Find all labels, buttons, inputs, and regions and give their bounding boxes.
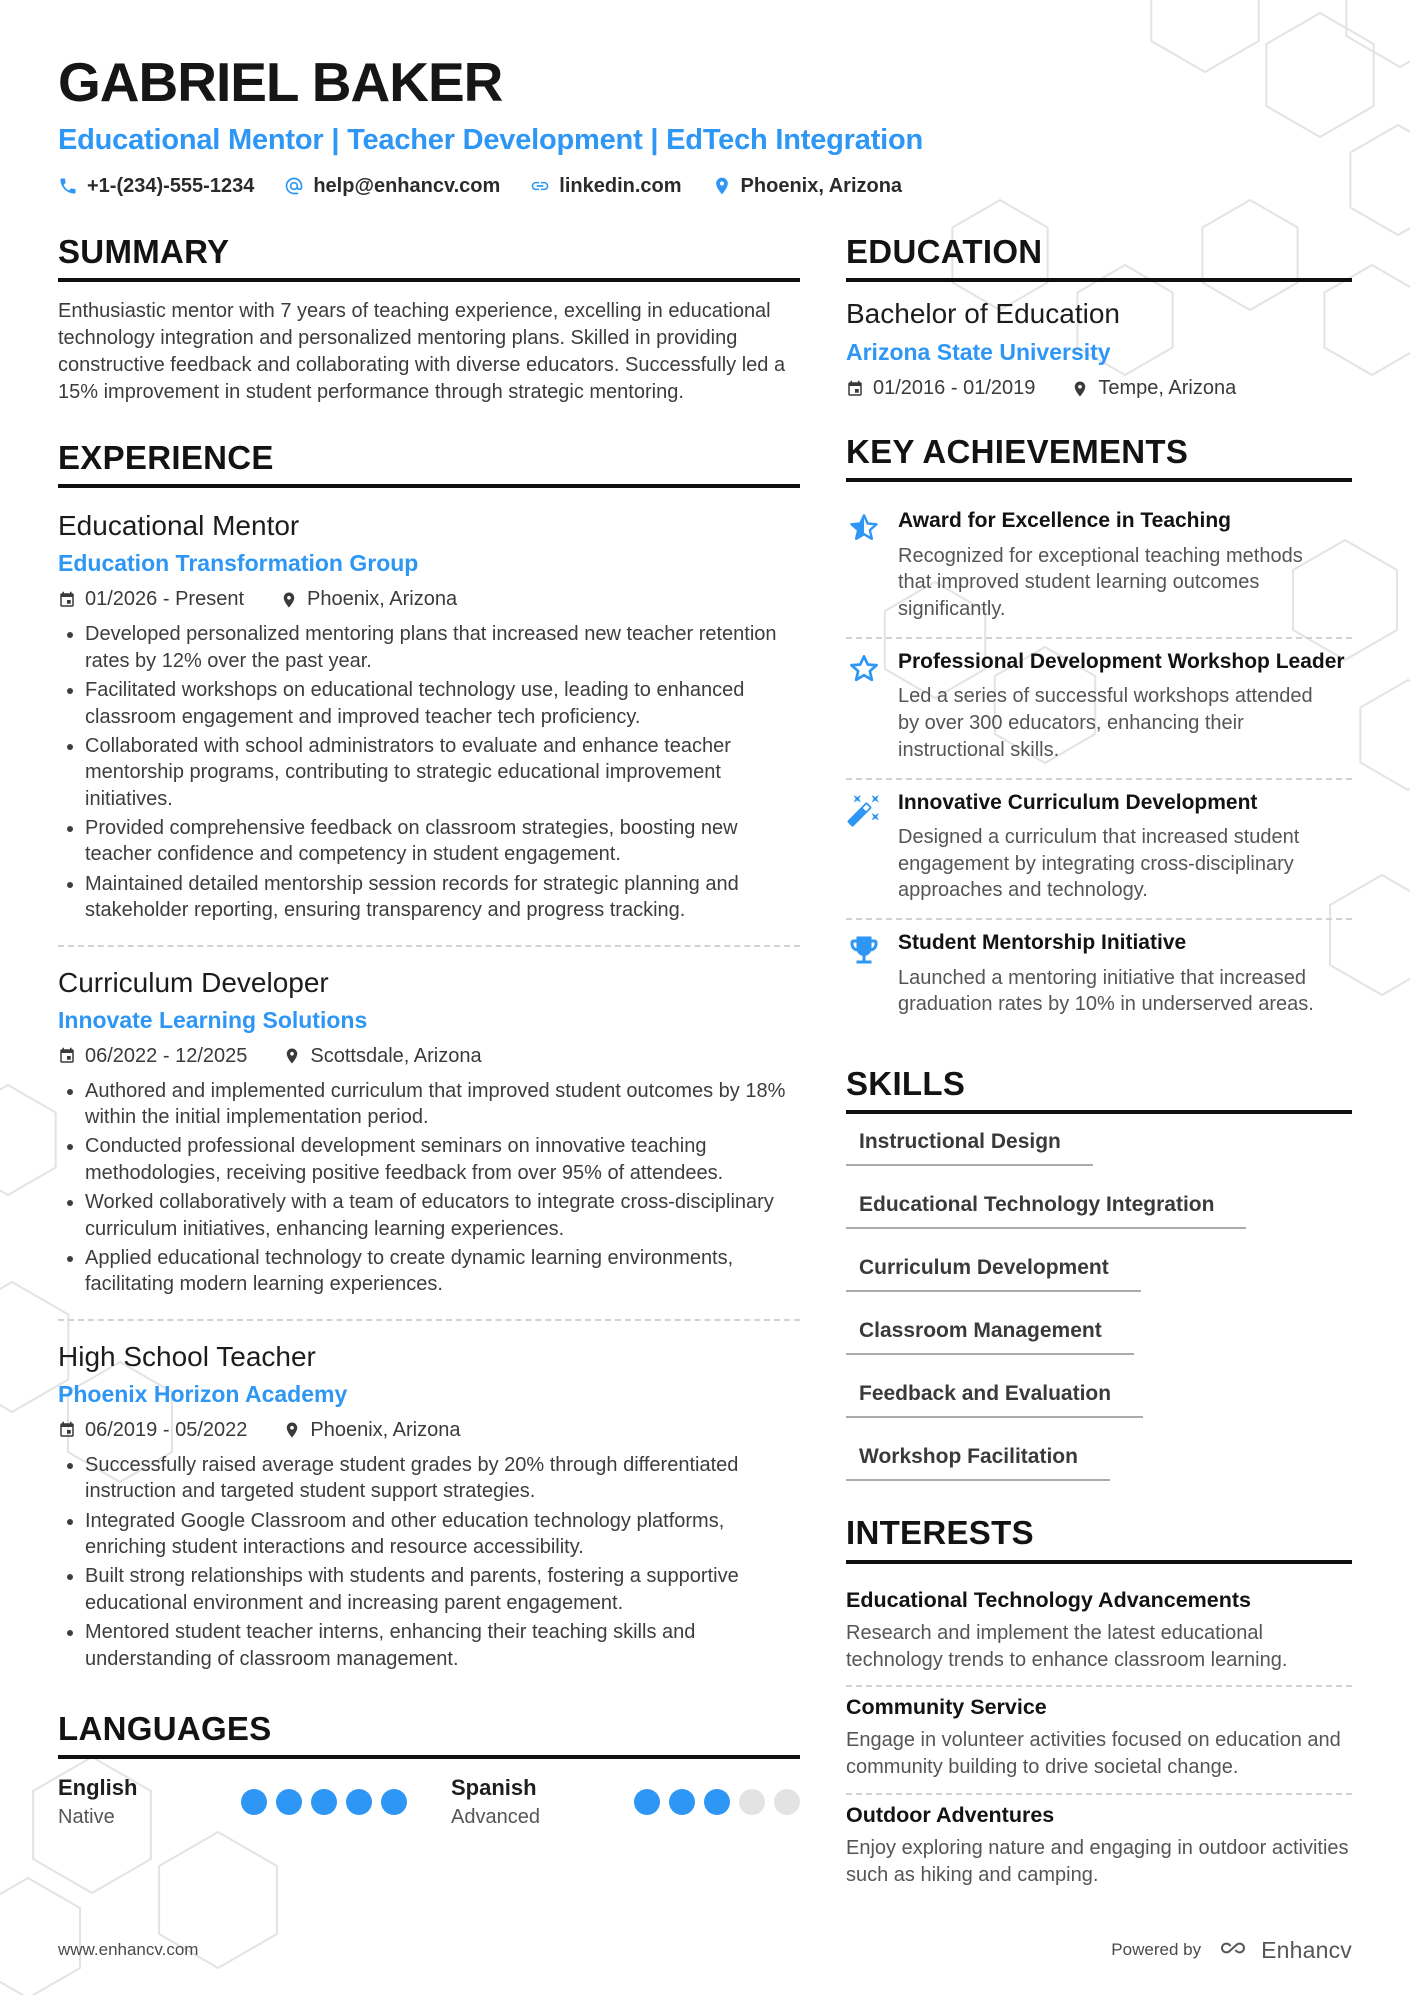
languages-heading: LANGUAGES (58, 1711, 800, 1759)
achievement-item (846, 918, 1352, 1032)
calendar-icon (58, 1047, 76, 1065)
contact-linkedin[interactable] (530, 175, 681, 198)
job-meta-row (58, 588, 800, 611)
job-dates-text: 06/2019 - 05/2022 (85, 1418, 248, 1441)
bullet: • Provided comprehensive feedback on classroom strategies, boosting new teacher confidence and competency in student engagement. (85, 815, 800, 868)
interest-item (846, 1793, 1352, 1901)
achievement-title: Innovative Curriculum Development (898, 790, 1258, 814)
contact-email[interactable] (284, 175, 500, 198)
job-location (283, 1045, 481, 1068)
candidate-name: GABRIEL BAKER (58, 51, 503, 113)
skill-label: Curriculum Development (846, 1256, 1141, 1292)
job-title: High School Teacher (58, 1340, 316, 1372)
skill-item (846, 1382, 1352, 1418)
skill-item (846, 1193, 1352, 1229)
trophy-icon (846, 930, 882, 1018)
language-level: Advanced (451, 1806, 540, 1829)
skill-item (846, 1319, 1352, 1355)
calendar-icon (58, 1421, 76, 1439)
interest-title: Community Service (846, 1695, 1047, 1720)
left-column (58, 234, 800, 1935)
enhancv-site-link[interactable]: www.enhancv.com (58, 1940, 199, 1959)
achievement-title: Award for Excellence in Teaching (898, 509, 1231, 533)
skill-label: Educational Technology Integration (846, 1193, 1246, 1229)
achievement-text: Led a series of successful workshops attended by over 300 educators, enhancing their instructional skills. (898, 685, 1313, 761)
achievement-text: Designed a curriculum that increased student engagement by integrating cross-disciplinary approaches and technology. (898, 825, 1300, 902)
contact-location-text: Phoenix, Arizona (740, 174, 903, 197)
powered-by (1111, 1936, 1352, 1965)
interests-heading: INTERESTS (846, 1515, 1352, 1563)
education-dates (846, 377, 1035, 400)
bullet: • Integrated Google Classroom and other education technology platforms, enriching student interactions and resource accessibility. (85, 1508, 800, 1561)
interest-item (846, 1580, 1352, 1686)
language-proficiency-dots (634, 1789, 800, 1815)
job-location (280, 588, 457, 611)
skill-label: Instructional Design (846, 1130, 1093, 1166)
job-title: Educational Mentor (58, 510, 300, 542)
language-item (58, 1775, 407, 1829)
job-location-text: Phoenix, Arizona (310, 1418, 461, 1441)
job-meta-row (58, 1045, 800, 1068)
key-achievements-section (846, 434, 1352, 1032)
interest-title: Outdoor Adventures (846, 1802, 1055, 1827)
interest-text: Enjoy exploring nature and engaging in outdoor activities such as hiking and camping. (846, 1836, 1349, 1886)
contact-location (712, 175, 903, 198)
contact-phone (58, 175, 254, 198)
job-bullets (58, 621, 800, 923)
language-item (451, 1775, 800, 1829)
achievement-text: Recognized for exceptional teaching methods that improved student learning outcomes significantly. (898, 544, 1303, 621)
location-pin-icon (283, 1047, 301, 1065)
skill-label: Feedback and Evaluation (846, 1382, 1143, 1418)
achievement-title: Professional Development Workshop Leader (898, 649, 1345, 673)
job-dates (58, 1045, 247, 1068)
achievement-title: Student Mentorship Initiative (898, 931, 1187, 955)
education-location (1071, 377, 1236, 400)
phone-icon (58, 176, 78, 196)
powered-by-label: Powered by (1111, 1940, 1202, 1959)
location-pin-icon (283, 1421, 301, 1439)
star-half-icon (846, 508, 882, 623)
skills-heading: SKILLS (846, 1066, 1352, 1114)
job-bullets (58, 1078, 800, 1298)
job-company: Phoenix Horizon Academy (58, 1380, 348, 1407)
enhancv-brand[interactable] (1213, 1936, 1352, 1965)
summary-section (58, 234, 800, 406)
calendar-icon (846, 380, 864, 398)
interest-text: Engage in volunteer activities focused on education and community building to drive societal change. (846, 1729, 1341, 1779)
achievement-text: Launched a mentoring initiative that increased graduation rates by 10% in underserved areas. (898, 966, 1314, 1016)
skill-item (846, 1130, 1352, 1166)
education-location-text: Tempe, Arizona (1098, 377, 1237, 400)
degree-title: Bachelor of Education (846, 298, 1120, 330)
job-meta-row (58, 1419, 800, 1442)
contact-email-text: help@enhancv.com (313, 174, 501, 197)
experience-heading: EXPERIENCE (58, 440, 800, 488)
language-proficiency-dots (241, 1789, 407, 1815)
location-pin-icon (712, 176, 732, 196)
contact-row (58, 175, 1352, 198)
experience-entry (58, 504, 800, 928)
skill-item (846, 1445, 1352, 1481)
page-footer (0, 1919, 1410, 1995)
job-bullets (58, 1452, 800, 1672)
job-dates-text: 06/2022 - 12/2025 (85, 1044, 248, 1067)
skill-label: Workshop Facilitation (846, 1445, 1110, 1481)
job-dates (58, 1419, 247, 1442)
job-location (283, 1419, 460, 1442)
bullet: • Applied educational technology to create dynamic learning environments, facilitating modern learning experiences. (85, 1245, 800, 1298)
right-column (846, 234, 1352, 1935)
job-location-text: Scottsdale, Arizona (310, 1044, 482, 1067)
bullet: • Successfully raised average student grades by 20% through differentiated instruction and targeted student support strategies. (85, 1452, 800, 1505)
language-name: Spanish (451, 1775, 537, 1801)
language-name: English (58, 1775, 138, 1801)
summary-heading: SUMMARY (58, 234, 800, 282)
enhancv-logo-icon (1213, 1936, 1253, 1965)
bullet: • Maintained detailed mentorship session records for strategic planning and stakeholder reporting, ensuring transparency and progress tracking. (85, 871, 800, 924)
bullet: • Facilitated workshops on educational technology use, leading to enhanced classroom engagement and improved teacher tech proficiency. (85, 677, 800, 730)
key-achievements-heading: KEY ACHIEVEMENTS (846, 434, 1352, 482)
bullet: • Worked collaboratively with a team of educators to integrate cross-disciplinary curriculum initiatives, enhancing learning experiences. (85, 1189, 800, 1242)
job-dates-text: 01/2026 - Present (85, 588, 244, 611)
experience-entry (58, 945, 800, 1303)
skill-label: Classroom Management (846, 1319, 1134, 1355)
interest-text: Research and implement the latest educational technology trends to enhance classroom learning. (846, 1621, 1288, 1671)
education-meta-row (846, 377, 1352, 400)
calendar-icon (58, 591, 76, 609)
languages-section (58, 1711, 800, 1829)
job-location-text: Phoenix, Arizona (307, 588, 458, 611)
achievement-item (846, 778, 1352, 919)
contact-linkedin-text: linkedin.com (559, 174, 682, 197)
location-pin-icon (1071, 380, 1089, 398)
experience-section (58, 440, 800, 1677)
at-sign-icon (284, 176, 304, 196)
achievement-item (846, 498, 1352, 637)
location-pin-icon (280, 591, 298, 609)
interest-item (846, 1685, 1352, 1793)
resume-header (58, 51, 1352, 198)
skills-section (846, 1066, 1352, 1481)
contact-phone-text: +1-(234)-555-1234 (87, 174, 255, 197)
achievement-item (846, 637, 1352, 778)
bullet: • Conducted professional development seminars on innovative teaching methodologies, receiving positive feedback from over 95% of attendees. (85, 1133, 800, 1186)
education-section (846, 234, 1352, 400)
experience-entry (58, 1319, 800, 1677)
job-company: Education Transformation Group (58, 550, 419, 577)
link-icon (530, 176, 550, 196)
job-company: Innovate Learning Solutions (58, 1006, 368, 1033)
magic-wand-icon (846, 790, 882, 905)
bullet: • Built strong relationships with students and parents, fostering a supportive educational environment and increasing parent engagement. (85, 1563, 800, 1616)
language-level: Native (58, 1806, 115, 1829)
interests-section (846, 1515, 1352, 1900)
skill-item (846, 1256, 1352, 1292)
bullet: • Mentored student teacher interns, enhancing their teaching skills and understanding of classroom management. (85, 1619, 800, 1672)
bullet: • Collaborated with school administrators to evaluate and enhance teacher mentorship programs, contributing to strategic educational improvement initiatives. (85, 733, 800, 812)
star-outline-icon (846, 649, 882, 764)
bullet: • Authored and implemented curriculum that improved student outcomes by 18% within the initial implementation period. (85, 1078, 800, 1131)
job-title: Curriculum Developer (58, 966, 329, 998)
interest-title: Educational Technology Advancements (846, 1587, 1251, 1612)
summary-text: Enthusiastic mentor with 7 years of teaching experience, excelling in educational technology integration and personalized mentoring plans. Skilled in providing constructive feedback and collaborating with diverse educators. Successfully led a 15% improvement in student performance through strategic mentoring. (58, 300, 786, 404)
education-heading: EDUCATION (846, 234, 1352, 282)
enhancv-brand-name: Enhancv (1261, 1936, 1352, 1963)
school-name: Arizona State University (846, 339, 1111, 366)
job-dates (58, 588, 244, 611)
bullet: • Developed personalized mentoring plans that increased new teacher retention rates by 12% over the past year. (85, 621, 800, 674)
education-dates-text: 01/2016 - 01/2019 (873, 377, 1036, 400)
candidate-headline: Educational Mentor | Teacher Development | EdTech Integration (58, 123, 924, 156)
